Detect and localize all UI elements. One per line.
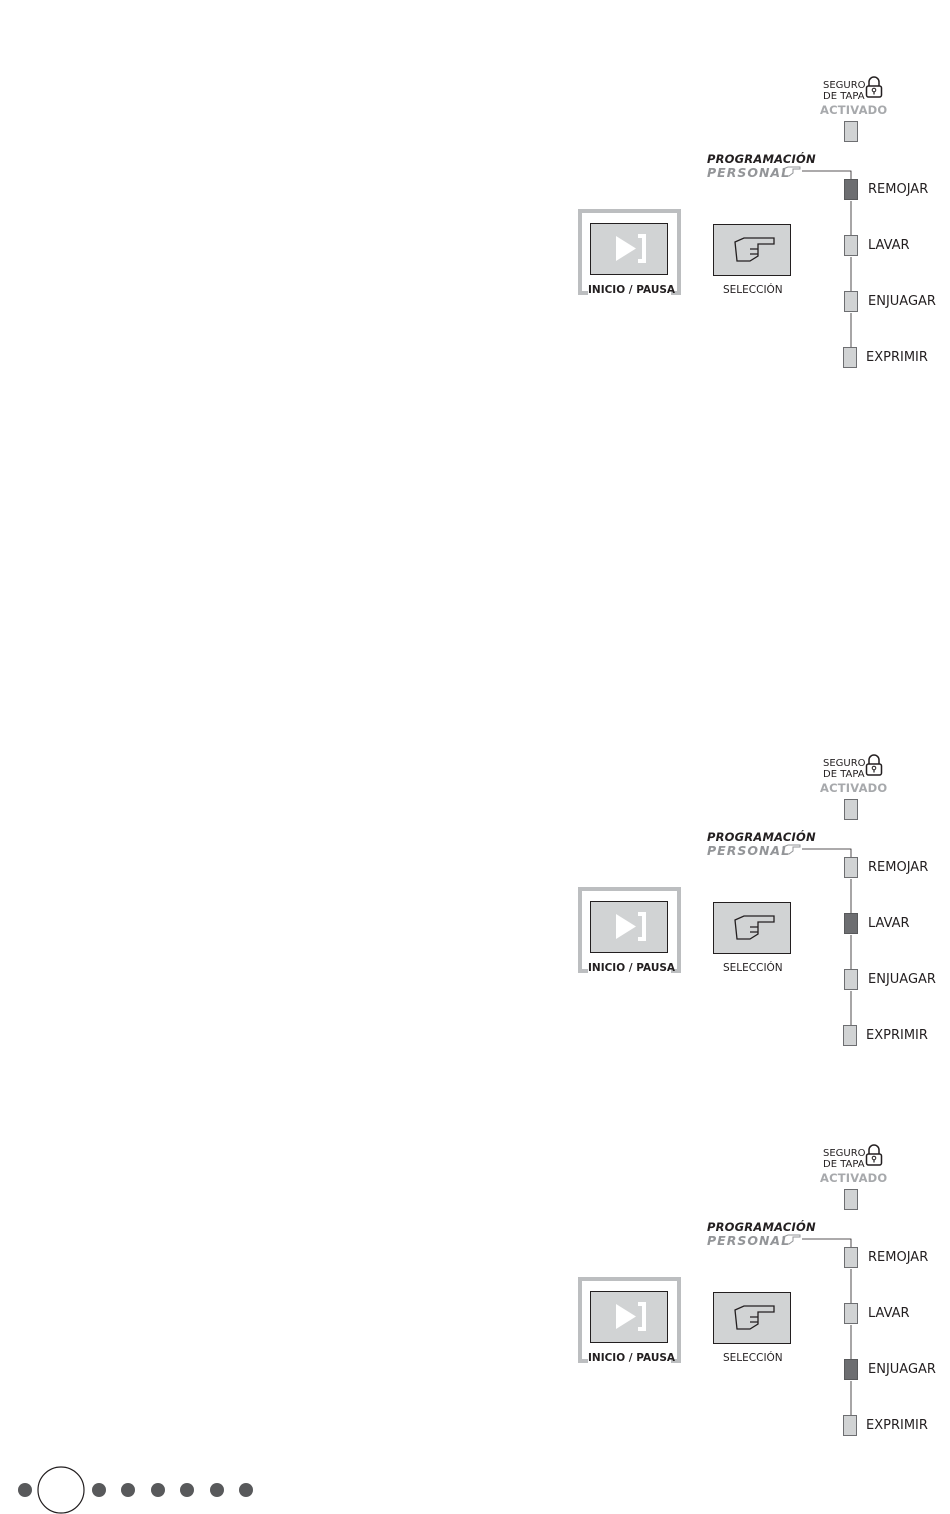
- control-panel-3: [570, 1140, 945, 1440]
- page-dot[interactable]: [180, 1483, 194, 1497]
- step-label-remojar: REMOJAR: [868, 1250, 929, 1265]
- personal-label: PERSONAL: [707, 165, 791, 180]
- page-indicator: [0, 1462, 300, 1514]
- start-pause-button[interactable]: [590, 901, 668, 953]
- page-dot[interactable]: [239, 1483, 253, 1497]
- page-dot[interactable]: [121, 1483, 135, 1497]
- programacion-label: PROGRAMACIÓN: [707, 1220, 816, 1234]
- page-dot-current[interactable]: [38, 1467, 84, 1513]
- lid-lock-label-line2: DE TAPA: [823, 91, 865, 102]
- lid-lock-label-line2: DE TAPA: [823, 1159, 865, 1170]
- step-label-lavar: LAVAR: [868, 238, 910, 253]
- lid-lock-label-line1: SEGURO: [823, 1148, 866, 1159]
- step-led-exprimir: [843, 347, 857, 368]
- step-label-enjuagar: ENJUAGAR: [868, 972, 936, 987]
- page-dot[interactable]: [210, 1483, 224, 1497]
- step-led-remojar: [844, 1247, 858, 1268]
- step-led-exprimir: [843, 1415, 857, 1436]
- start-pause-button[interactable]: [590, 223, 668, 275]
- step-led-enjuagar: [844, 969, 858, 990]
- page-dot[interactable]: [92, 1483, 106, 1497]
- step-led-enjuagar: [844, 291, 858, 312]
- select-button[interactable]: [713, 224, 791, 276]
- step-led-lavar: [844, 1303, 858, 1324]
- hand-pointer-icon: [714, 225, 789, 274]
- programacion-label: PROGRAMACIÓN: [707, 830, 816, 844]
- step-led-lavar: [844, 913, 858, 934]
- play-pause-icon: [591, 902, 666, 951]
- lid-lock-label-line1: SEGURO: [823, 758, 866, 769]
- step-led-remojar: [844, 179, 858, 200]
- lid-lock-status: ACTIVADO: [820, 1171, 888, 1185]
- page-dot[interactable]: [18, 1483, 32, 1497]
- step-label-remojar: REMOJAR: [868, 182, 929, 197]
- select-label: SELECCIÓN: [723, 962, 783, 974]
- personal-label: PERSONAL: [707, 843, 791, 858]
- hand-pointer-icon: [714, 903, 789, 952]
- select-label: SELECCIÓN: [723, 1352, 783, 1364]
- step-led-exprimir: [843, 1025, 857, 1046]
- hand-pointer-icon: [714, 1293, 789, 1342]
- control-panel-1: [570, 72, 945, 372]
- step-label-lavar: LAVAR: [868, 1306, 910, 1321]
- step-label-exprimir: EXPRIMIR: [866, 1028, 928, 1043]
- start-pause-label: INICIO / PAUSA: [588, 284, 676, 296]
- control-panel-2: [570, 750, 945, 1050]
- lid-lock-label-line2: DE TAPA: [823, 769, 865, 780]
- step-label-exprimir: EXPRIMIR: [866, 350, 928, 365]
- page-dot[interactable]: [151, 1483, 165, 1497]
- select-button[interactable]: [713, 902, 791, 954]
- programacion-label: PROGRAMACIÓN: [707, 152, 816, 166]
- step-label-enjuagar: ENJUAGAR: [868, 1362, 936, 1377]
- step-label-enjuagar: ENJUAGAR: [868, 294, 936, 309]
- start-pause-button[interactable]: [590, 1291, 668, 1343]
- step-label-remojar: REMOJAR: [868, 860, 929, 875]
- play-pause-icon: [591, 1292, 666, 1341]
- select-button[interactable]: [713, 1292, 791, 1344]
- step-label-exprimir: EXPRIMIR: [866, 1418, 928, 1433]
- select-label: SELECCIÓN: [723, 284, 783, 296]
- step-label-lavar: LAVAR: [868, 916, 910, 931]
- step-led-remojar: [844, 857, 858, 878]
- step-led-lavar: [844, 235, 858, 256]
- personal-label: PERSONAL: [707, 1233, 791, 1248]
- lid-lock-status: ACTIVADO: [820, 781, 888, 795]
- step-led-enjuagar: [844, 1359, 858, 1380]
- play-pause-icon: [591, 224, 666, 273]
- lid-lock-status: ACTIVADO: [820, 103, 888, 117]
- start-pause-label: INICIO / PAUSA: [588, 1352, 676, 1364]
- lid-lock-label-line1: SEGURO: [823, 80, 866, 91]
- start-pause-label: INICIO / PAUSA: [588, 962, 676, 974]
